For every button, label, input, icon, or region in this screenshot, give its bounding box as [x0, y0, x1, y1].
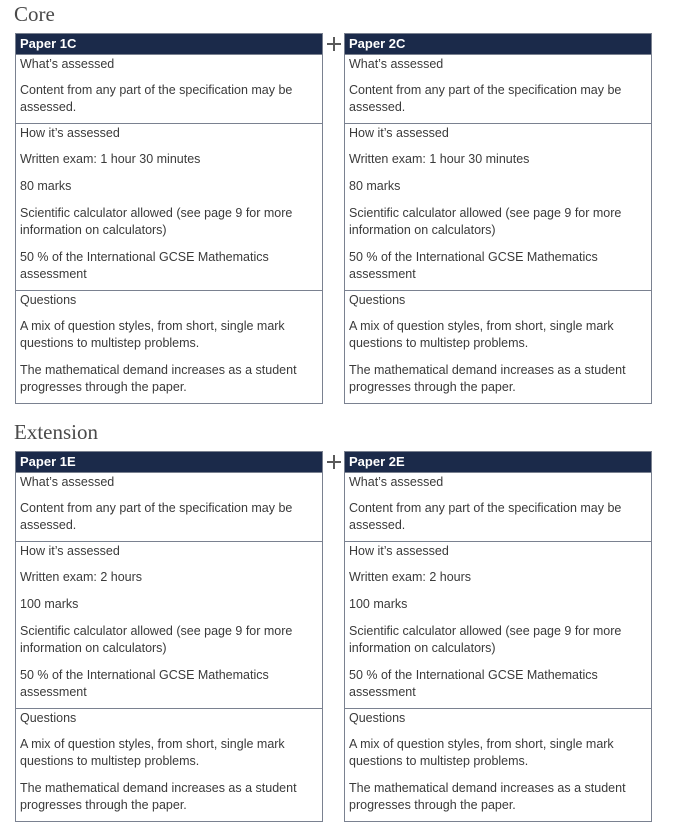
block-heading: How it’s assessed [349, 126, 449, 140]
assessed-content: Content from any part of the specification may be assessed. [20, 83, 293, 114]
plus-icon [327, 455, 341, 469]
paper-card-2e [344, 451, 652, 822]
paper-title: Paper 1C [16, 34, 322, 54]
block-heading: Questions [349, 293, 406, 307]
questions-mix: A mix of question styles, from short, single mark questions to multistep problems. [349, 737, 614, 768]
how-assessed-block [16, 541, 322, 708]
calculator-info: Scientific calculator allowed (see page 9 for more information on calculators) [20, 624, 293, 655]
questions-block [16, 290, 322, 403]
block-heading: What’s assessed [349, 475, 444, 489]
how-assessed-block [345, 541, 651, 708]
questions-demand: The mathematical demand increases as a student progresses through the paper. [349, 781, 626, 812]
weighting-info: 50 % of the International GCSE Mathematics assessment [20, 668, 269, 699]
questions-demand: The mathematical demand increases as a student progresses through the paper. [20, 363, 297, 394]
whats-assessed-block [345, 472, 651, 541]
block-heading: What’s assessed [349, 57, 444, 71]
block-heading: What’s assessed [20, 475, 115, 489]
section-title-extension: Extension [14, 420, 98, 444]
questions-demand: The mathematical demand increases as a student progresses through the paper. [20, 781, 297, 812]
exam-marks: 100 marks [349, 597, 408, 611]
paper-title: Paper 2C [345, 34, 651, 54]
assessed-content: Content from any part of the specification may be assessed. [349, 83, 622, 114]
how-assessed-block [345, 123, 651, 290]
exam-duration: Written exam: 2 hours [349, 570, 472, 584]
block-heading: How it’s assessed [349, 544, 449, 558]
calculator-info: Scientific calculator allowed (see page 9 for more information on calculators) [349, 624, 622, 655]
whats-assessed-block [16, 54, 322, 123]
exam-duration: Written exam: 1 hour 30 minutes [20, 152, 201, 166]
exam-duration: Written exam: 2 hours [20, 570, 143, 584]
paper-card-1c [15, 33, 323, 404]
block-heading: What’s assessed [20, 57, 115, 71]
assessed-content: Content from any part of the specification may be assessed. [349, 501, 622, 532]
weighting-info: 50 % of the International GCSE Mathematics assessment [349, 250, 598, 281]
questions-mix: A mix of question styles, from short, single mark questions to multistep problems. [20, 737, 285, 768]
block-heading: How it’s assessed [20, 126, 120, 140]
exam-marks: 80 marks [349, 179, 401, 193]
plus-icon [327, 37, 341, 51]
block-heading: Questions [20, 293, 77, 307]
block-heading: Questions [20, 711, 77, 725]
exam-duration: Written exam: 1 hour 30 minutes [349, 152, 530, 166]
paper-title: Paper 2E [345, 452, 651, 472]
paper-card-2c [344, 33, 652, 404]
questions-mix: A mix of question styles, from short, single mark questions to multistep problems. [349, 319, 614, 350]
weighting-info: 50 % of the International GCSE Mathematics assessment [349, 668, 598, 699]
block-heading: Questions [349, 711, 406, 725]
section-title-core: Core [14, 2, 55, 26]
questions-mix: A mix of question styles, from short, single mark questions to multistep problems. [20, 319, 285, 350]
questions-block [16, 708, 322, 821]
whats-assessed-block [16, 472, 322, 541]
block-heading: How it’s assessed [20, 544, 120, 558]
exam-marks: 100 marks [20, 597, 79, 611]
whats-assessed-block [345, 54, 651, 123]
weighting-info: 50 % of the International GCSE Mathematics assessment [20, 250, 269, 281]
paper-title: Paper 1E [16, 452, 322, 472]
how-assessed-block [16, 123, 322, 290]
assessed-content: Content from any part of the specification may be assessed. [20, 501, 293, 532]
questions-block [345, 708, 651, 821]
calculator-info: Scientific calculator allowed (see page 9 for more information on calculators) [349, 206, 622, 237]
calculator-info: Scientific calculator allowed (see page 9 for more information on calculators) [20, 206, 293, 237]
questions-demand: The mathematical demand increases as a student progresses through the paper. [349, 363, 626, 394]
paper-card-1e [15, 451, 323, 822]
exam-marks: 80 marks [20, 179, 72, 193]
questions-block [345, 290, 651, 403]
